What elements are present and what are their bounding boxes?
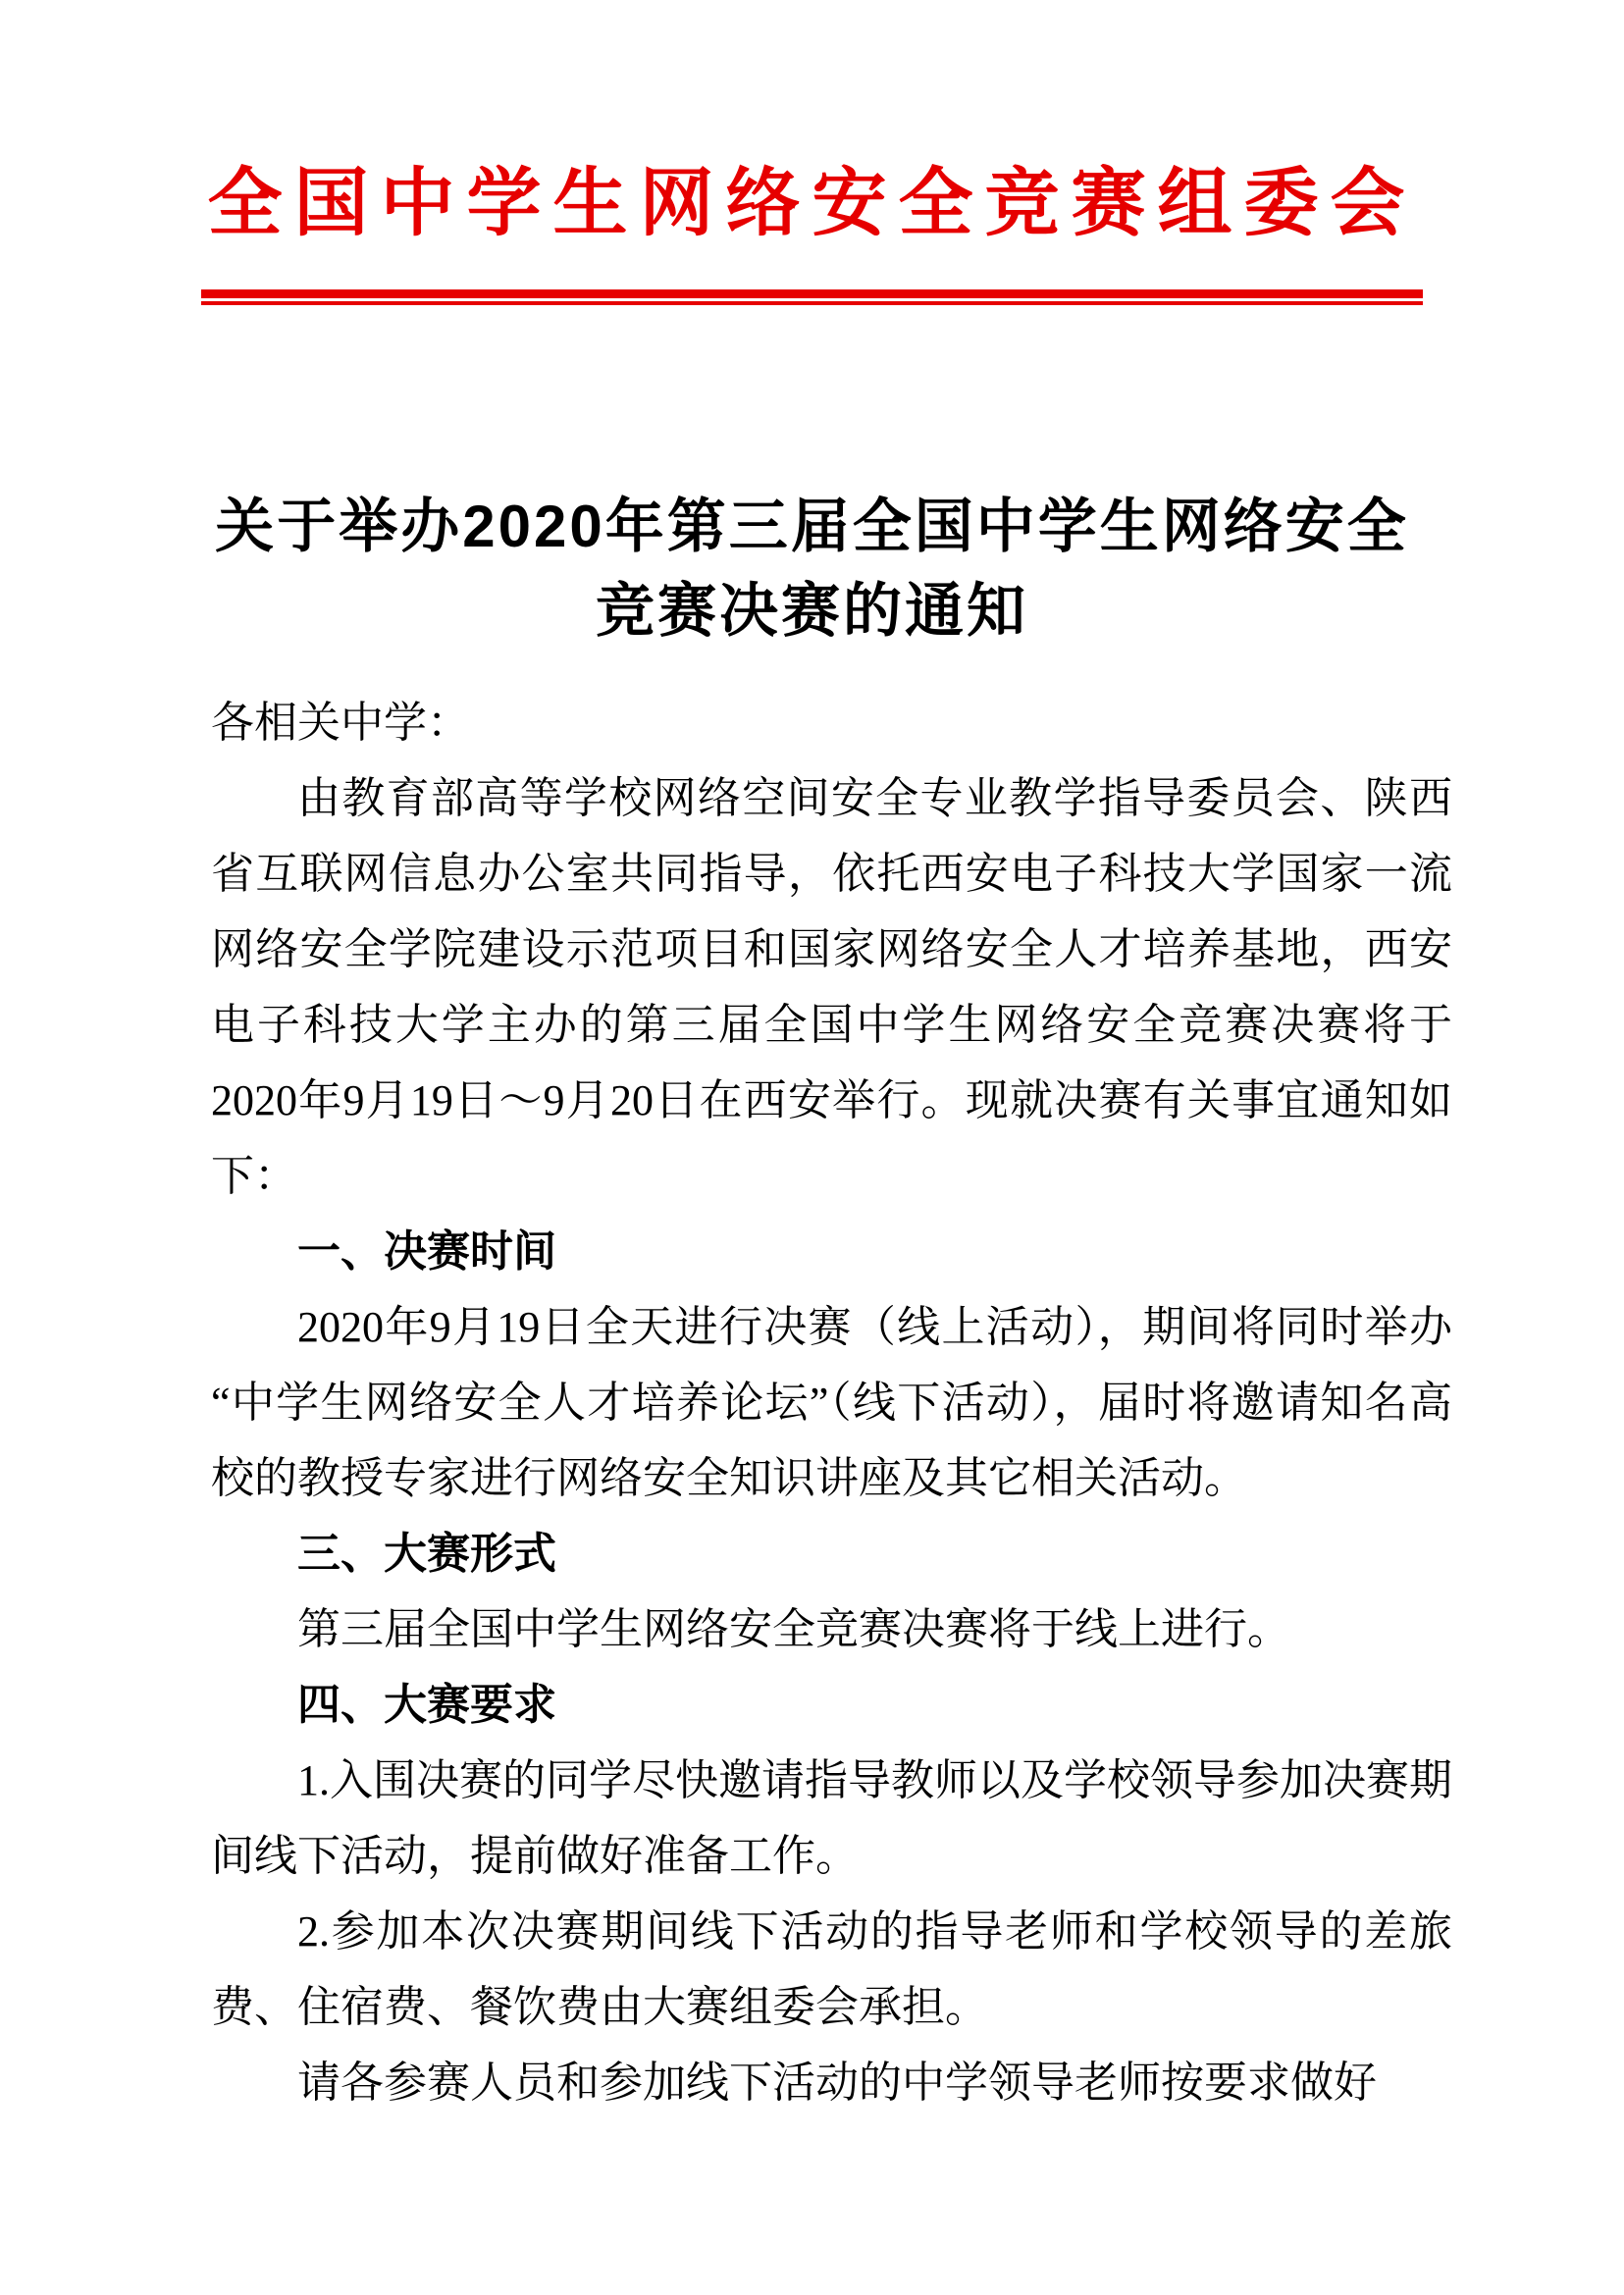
body-paragraph-requirement-1: 1.入围决赛的同学尽快邀请指导教师以及学校领导参加决赛期间线下活动，提前做好准备工作。 — [211, 1756, 1452, 1880]
section-heading-final-time: 一、决赛时间 — [297, 1227, 556, 1276]
body-paragraph-closing: 请各参赛人员和参加线下活动的中学领导老师按要求做好 — [297, 2059, 1377, 2107]
section-heading-contest-format: 三、大赛形式 — [297, 1530, 556, 1578]
section-heading-contest-requirements: 四、大赛要求 — [297, 1681, 556, 1729]
letterhead — [0, 0, 1624, 305]
body-paragraph-intro: 由教育部高等学校网络空间安全专业教学指导委员会、陕西省互联网信息办公室共同指导，依托西安电子科技大学国家一流网络安全学院建设示范项目和国家网络安全人才培养基地，西安电子科技大学主办的第三届全国中学生网络安全竞赛决赛将于2020年9月19日～9月20日在西安举行。现就决赛有关事宜通知如下： — [211, 774, 1452, 1200]
document-title — [0, 485, 1624, 653]
body-paragraph-contest-format: 第三届全国中学生网络安全竞赛决赛将于线上进行。 — [297, 1605, 1290, 1653]
document-title-line-1: 关于举办2020年第三届全国中学生网络安全 — [215, 494, 1409, 559]
salutation: 各相关中学： — [211, 699, 470, 747]
body-paragraph-final-time: 2020年9月19日全天进行决赛（线上活动），期间将同时举办“中学生网络安全人才培养论坛”（线下活动），届时将邀请知名高校的教授专家进行网络安全知识讲座及其它相关活动。 — [211, 1303, 1452, 1502]
body-paragraph-requirement-2: 2.参加本次决赛期间线下活动的指导老师和学校领导的差旅费、住宿费、餐饮费由大赛组委会承担。 — [211, 1907, 1452, 2031]
document-title-line-2: 竞赛决赛的通知 — [596, 578, 1028, 644]
letterhead-org-name: 全国中学生网络安全竞赛组委会 — [207, 162, 1417, 245]
document-body — [211, 685, 1452, 2120]
letterhead-divider-rule — [201, 289, 1423, 305]
